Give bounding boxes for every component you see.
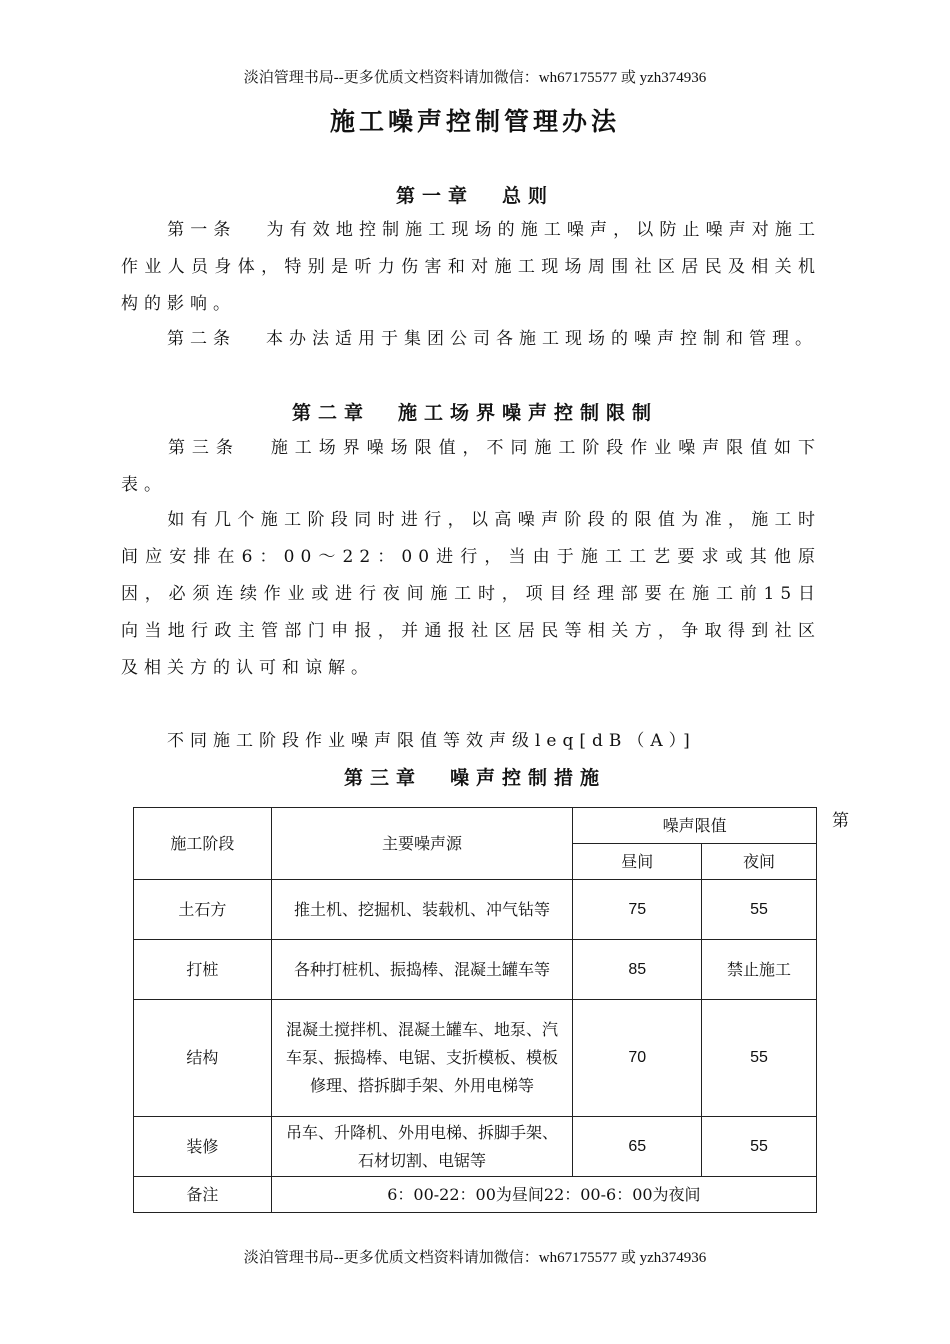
table-row — [134, 1000, 817, 1117]
cell-night: 55 — [702, 1117, 817, 1177]
cell-night: 55 — [702, 880, 817, 940]
article-1-label: 第一条 — [167, 220, 237, 240]
cell-stage: 土石方 — [134, 880, 272, 940]
chapter-2-number: 第二章 — [291, 402, 370, 424]
cell-source: 吊车、升降机、外用电梯、拆脚手架、石材切割、电锯等 — [271, 1117, 573, 1177]
document-title: 施工噪声控制管理办法 — [329, 107, 620, 136]
article-1-text: 为有效地控制施工现场的施工噪声，以防止噪声对施工作业人员身体，特别是听力伤害和对施工现场周围社区居民及相关机构的影响。 — [121, 220, 822, 314]
cell-source: 推土机、挖掘机、装载机、冲气钻等 — [271, 880, 573, 940]
header-day: 昼间 — [573, 844, 702, 880]
paragraph-text: 如有几个施工阶段同时进行，以高噪声阶段的限值为准，施工时间应安排在6：00～22：00进行，当由于施工工艺要求或其他原因，必须连续作业或进行夜间施工时，项目经理部要在施工前15日向当地行政主管部门申报，并通报社区居民等相关方，争取得到社区及相关方的认可和谅解。 — [121, 510, 821, 678]
cell-source: 混凝土搅拌机、混凝土罐车、地泵、汽车泵、振捣棒、电锯、支折模板、模板修理、搭拆脚手架、外用电梯等 — [271, 1000, 573, 1117]
cell-night: 55 — [702, 1000, 817, 1117]
page-header: 淡泊管理书局--更多优质文档资料请加微信：wh67175577 或 yzh374936 — [243, 70, 707, 86]
table-caption-text: 不同施工阶段作业噪声限值等效声级leq[dB（A）] — [167, 731, 696, 751]
noise-limit-table — [133, 807, 817, 1213]
article-3-paragraph-2 — [121, 502, 821, 687]
article-2-label: 第二条 — [167, 329, 236, 349]
article-1 — [121, 212, 821, 323]
cell-day: 85 — [573, 940, 702, 1000]
cell-day: 70 — [573, 1000, 702, 1117]
cell-stage: 装修 — [134, 1117, 272, 1177]
chapter-2-name: 施工场界噪声控制限制 — [398, 402, 659, 424]
cell-night: 禁止施工 — [702, 940, 817, 1000]
chapter-2-heading — [0, 398, 950, 425]
table-note-row — [134, 1177, 817, 1213]
table-row — [134, 1117, 817, 1177]
cell-day: 75 — [573, 880, 702, 940]
chapter-3-number: 第三章 — [343, 767, 422, 789]
note-label: 备注 — [134, 1177, 272, 1213]
article-2 — [121, 321, 821, 358]
table-row — [134, 880, 817, 940]
chapter-3-name: 噪声控制措施 — [450, 767, 607, 789]
table-header-row — [134, 808, 817, 844]
table-caption — [121, 723, 821, 760]
cell-stage: 结构 — [134, 1000, 272, 1117]
article-3-text: 施工场界噪场限值，不同施工阶段作业噪声限值如下表。 — [121, 438, 822, 495]
header-stage: 施工阶段 — [134, 808, 272, 880]
cell-stage: 打桩 — [134, 940, 272, 1000]
page-footer: 淡泊管理书局--更多优质文档资料请加微信：wh67175577 或 yzh374936 — [243, 1250, 707, 1266]
header-source: 主要噪声源 — [271, 808, 573, 880]
chapter-1-number: 第一章 — [395, 185, 474, 207]
article-3-label: 第三条 — [167, 438, 240, 458]
article-2-text: 本办法适用于集团公司各施工现场的噪声控制和管理。 — [266, 329, 818, 349]
header-limit: 噪声限值 — [573, 808, 817, 844]
article-3 — [121, 430, 821, 504]
side-mark: 第 — [832, 811, 849, 831]
cell-day: 65 — [573, 1117, 702, 1177]
cell-source: 各种打桩机、振捣棒、混凝土罐车等 — [271, 940, 573, 1000]
header-night: 夜间 — [702, 844, 817, 880]
chapter-1-name: 总则 — [502, 185, 555, 207]
chapter-3-heading — [0, 763, 950, 790]
note-text: 6：00-22：00为昼间22：00-6：00为夜间 — [271, 1177, 816, 1213]
table-row — [134, 940, 817, 1000]
chapter-1-heading — [0, 181, 950, 208]
